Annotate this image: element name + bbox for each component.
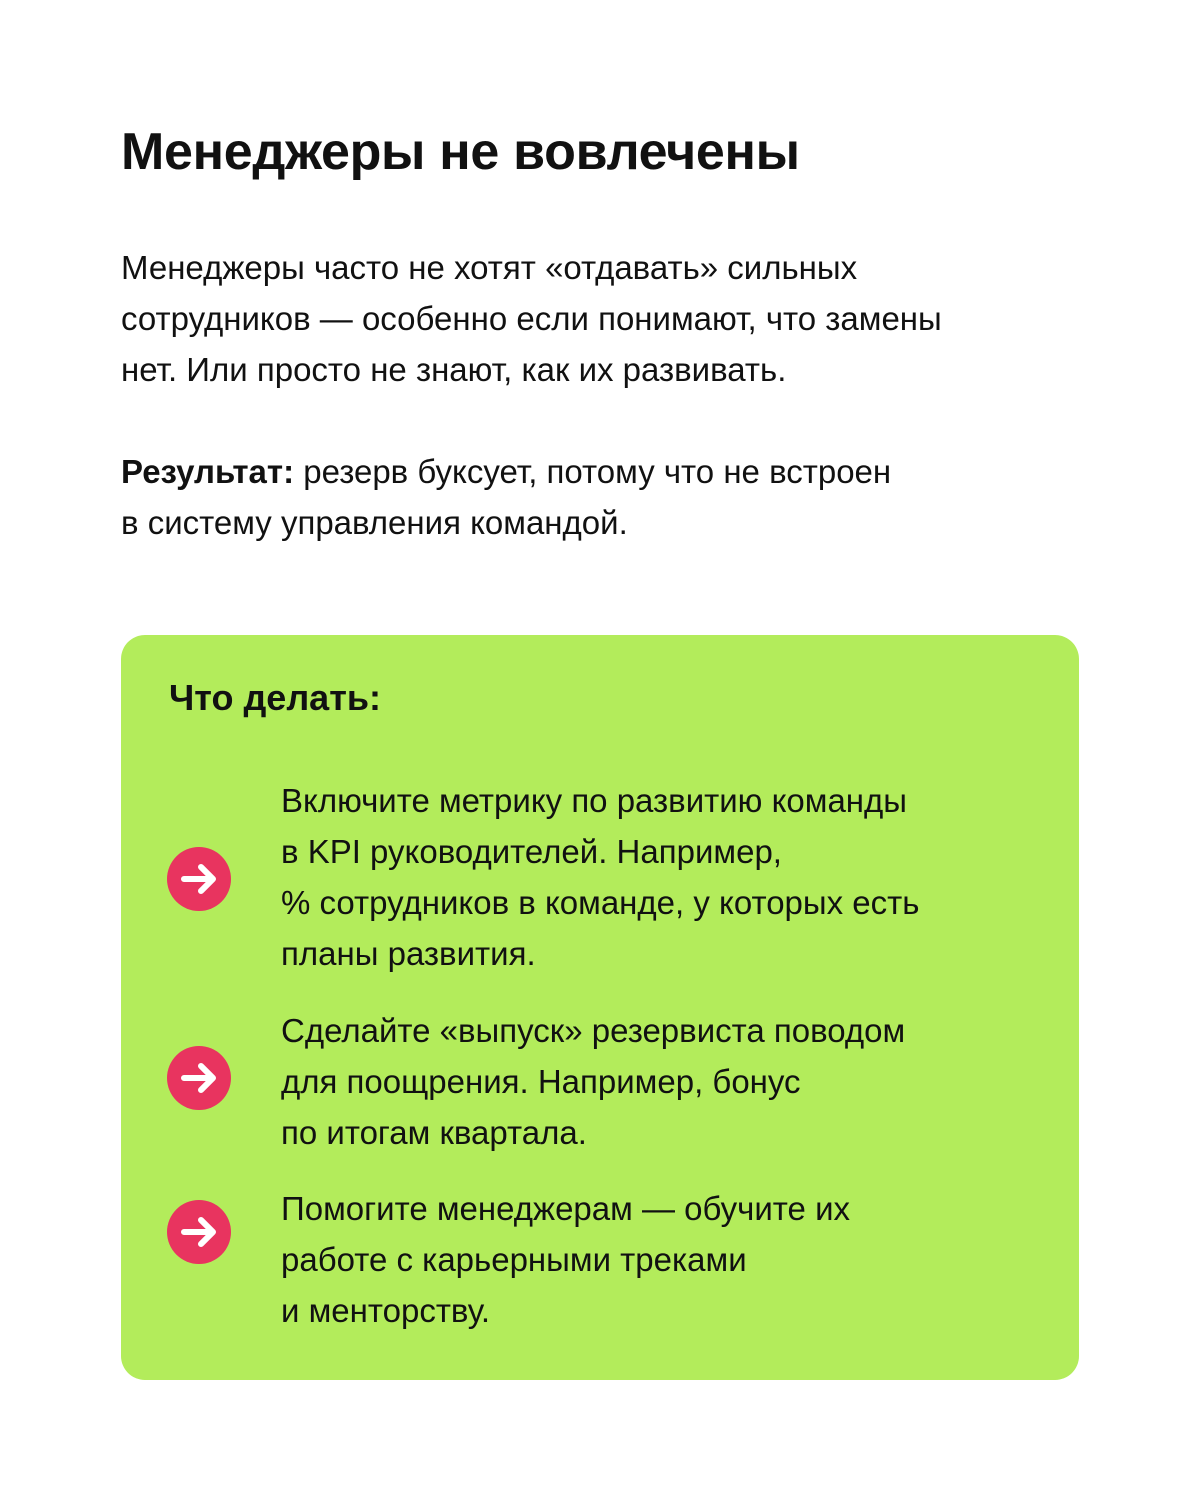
action-card xyxy=(121,635,1079,1380)
action-line: планы развития. xyxy=(281,935,536,972)
action-text xyxy=(281,775,1051,979)
action-line: для поощрения. Например, бонус xyxy=(281,1063,801,1100)
action-line: Включите метрику по развитию команды xyxy=(281,782,908,819)
action-text xyxy=(281,1005,1051,1158)
action-line: % сотрудников в команде, у которых есть xyxy=(281,884,920,921)
action-line: по итогам квартала. xyxy=(281,1114,587,1151)
action-line: в KPI руководителей. Например, xyxy=(281,833,782,870)
result-text: резерв буксует, потому что не встроен xyxy=(294,453,892,490)
result-label: Результат: xyxy=(121,453,295,490)
action-line: Сделайте «выпуск» резервиста поводом xyxy=(281,1012,906,1049)
action-line: работе с карьерными треками xyxy=(281,1241,747,1278)
result-line xyxy=(121,446,1081,497)
result-line: в систему управления командой. xyxy=(121,504,628,541)
intro-line: Менеджеры часто не хотят «отдавать» сильных xyxy=(121,249,858,286)
arrow-right-circle-icon xyxy=(167,1200,231,1264)
action-line: и менторству. xyxy=(281,1292,491,1329)
result-paragraph xyxy=(121,446,1081,548)
arrow-right-circle-icon xyxy=(167,847,231,911)
arrow-right-circle-icon xyxy=(167,1046,231,1110)
intro-paragraph xyxy=(121,242,1081,395)
action-text xyxy=(281,1183,1051,1336)
card-heading: Что делать: xyxy=(169,677,381,718)
intro-line: сотрудников — особенно если понимают, что замены xyxy=(121,300,942,337)
action-line: Помогите менеджерам — обучите их xyxy=(281,1190,851,1227)
intro-line: нет. Или просто не знают, как их развивать. xyxy=(121,351,787,388)
page-title: Менеджеры не вовлечены xyxy=(121,123,800,181)
